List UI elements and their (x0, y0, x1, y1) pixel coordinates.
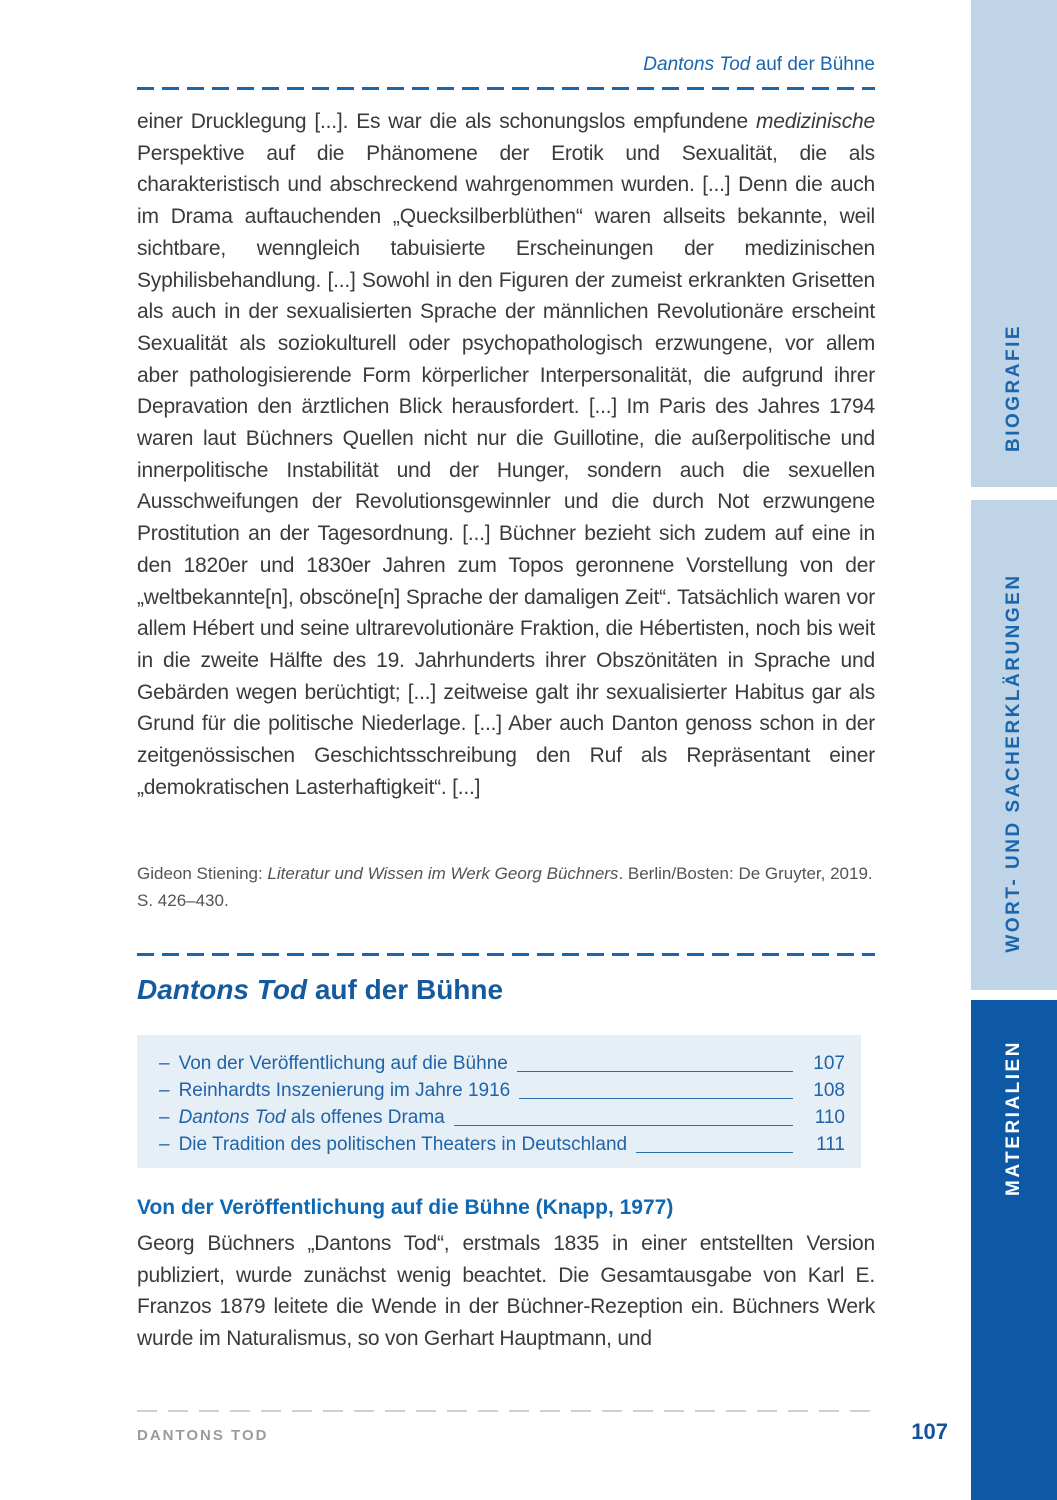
toc-item-3[interactable] (159, 1104, 845, 1131)
toc-page-number: 107 (813, 1053, 845, 1074)
toc-label: Die Tradition des politischen Theaters in Deutschland (178, 1134, 628, 1155)
toc-page-number: 110 (814, 1107, 845, 1128)
toc-page-number: 108 (813, 1080, 845, 1101)
sidebar-tab-label: BIOGRAFIE (1003, 323, 1024, 453)
subsection-heading: Von der Veröffentlichung auf die Bühne (Knapp, 1977) (137, 1196, 674, 1219)
toc-item-4[interactable] (159, 1131, 845, 1158)
footer-page-number: 107 (911, 1419, 948, 1444)
sidebar-tab-label: MATERIALIEN (1003, 1040, 1024, 1196)
section-divider-dashed-line (137, 953, 875, 956)
toc-item-2[interactable] (159, 1077, 845, 1104)
toc-dash: – (159, 1080, 170, 1101)
toc-dash: – (159, 1053, 170, 1074)
toc-dash: – (159, 1134, 170, 1155)
footer-book-title: DANTONS TOD (137, 1427, 269, 1444)
body-paragraph: Georg Büchners „Dantons Tod“, erstmals 1835 in einer entstellten Version publiziert, wurde zunächst wenig beachtet. Die Gesamtausgabe von Karl E. Franzos 1879 leitete die Wende in der Büchner-Rezeption ein. Büchners Werk wurde im Naturalismus, so von Gerhart Hauptmann, und (137, 1232, 875, 1350)
sidebar-tab-wort-und-sacherklaerungen[interactable] (971, 500, 1057, 990)
sidebar-tab-label: WORT- UND SACHERKLÄRUNGEN (1003, 573, 1024, 953)
page-content (137, 0, 875, 1500)
toc-label: Dantons Tod als offenes Drama (178, 1107, 445, 1128)
citation-source: Gideon Stiening: Literatur und Wissen im Werk Georg Büchners. Berlin/Bosten: De Gruyter, 2019. S. 426–430. (137, 864, 873, 910)
toc-item-1[interactable] (159, 1050, 845, 1077)
toc-leader-line (636, 1152, 793, 1153)
toc-leader-line (454, 1125, 793, 1126)
toc-label: Reinhardts Inszenierung im Jahre 1916 (178, 1080, 511, 1101)
toc-page-number: 111 (816, 1134, 845, 1155)
footer-divider-dashed-line (137, 1410, 875, 1412)
sidebar-tab-materialien[interactable] (971, 1000, 1057, 1500)
toc-leader-line (517, 1071, 793, 1072)
running-header: Dantons Tod auf der Bühne (643, 54, 875, 75)
toc-label: Von der Veröffentlichung auf die Bühne (178, 1053, 508, 1074)
toc-box (137, 1035, 861, 1168)
section-title: Dantons Tod auf der Bühne (137, 974, 504, 1005)
toc-leader-line (519, 1098, 793, 1099)
quote-paragraph: einer Drucklegung [...]. Es war die als schonungslos empfundene medizinische Perspektive auf die Phänomene der Erotik und Sexualität, die als charakteristisch und abschreckend wahrgenommen wurden. [...] Denn die auch im Drama auftauchenden „Quecksilberblüthen“ waren allseits bekannte, weil sichtbare, wenngleich tabuisierte Erscheinungen der medizinischen Syphilisbehandlung. [...] Sowohl in den Figuren der zumeist erkrankten Grisetten als auch in der sexualisierten Sprache der männlichen Revolutionäre erscheint Sexualität als soziokulturell oder psychopathologisch erzwungene, vor allem aber pathologisierende Form körperlicher Interpersonalität, die aufgrund ihrer Depravation den ärztlichen Blick herausfordert. [...] Im Paris des Jahres 1794 waren laut Büchners Quellen nicht nur die Guillotine, die außerpolitische und innerpolitische Instabilität und der Hunger, sondern auch die sexuellen Ausschweifungen der Revolutionsgewinnler und die durch Not erzwungene Prostitution an der Tagesordnung. [...] Büchner bezieht sich zudem auf eine in den 1820er und 1830er Jahren zum Topos geronnene Vorstellung von der „weltbekannte[n], obscöne[n] Sprache der damaligen Zeit“. Tatsächlich waren vor allem Hébert und seine ultrarevolutionäre Fraktion, die Hébertisten, noch bis weit in die zweite Hälfte des 19. Jahrhunderts ihrer Obszönitäten in Sprache und Gebärden wegen berüchtigt; [...] zeitweise galt ihr sexualisierter Habitus gar als Grund für die politische Niederlage. [...] Aber auch Danton genoss schon in der zeitgenössischen Geschichtsschreibung den Ruf als Repräsentant einer „demokratischen Lasterhaftigkeit“. [...] (137, 110, 875, 799)
sidebar-tab-biografie[interactable] (971, 0, 1057, 487)
toc-dash: – (159, 1107, 170, 1128)
sidebar-tabs (971, 0, 1057, 1500)
header-divider-dashed-line (137, 87, 875, 90)
